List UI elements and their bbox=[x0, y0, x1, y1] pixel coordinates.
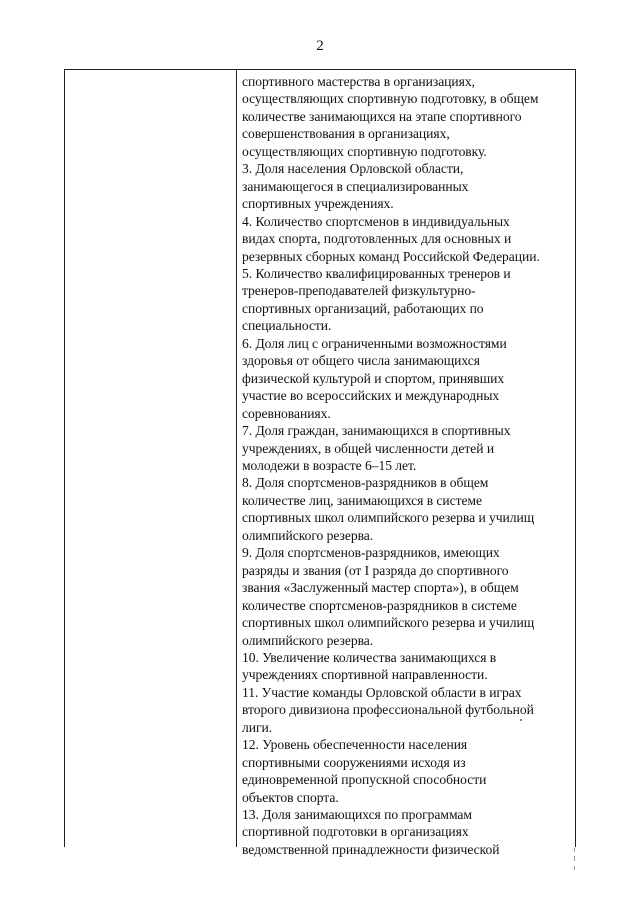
text-line: учреждениях, в общей численности детей и bbox=[242, 440, 495, 456]
text-line: физической культурой и спортом, принявших bbox=[242, 370, 505, 386]
scan-speck bbox=[520, 719, 522, 721]
text-line: объектов спорта. bbox=[242, 789, 339, 805]
scan-edge-mark bbox=[574, 848, 575, 852]
text-line: спортивными сооружениями исходя из bbox=[242, 754, 466, 770]
text-line: молодежи в возрасте 6–15 лет. bbox=[242, 457, 417, 473]
text-line: единовременной пропускной способности bbox=[242, 772, 487, 788]
text-line: резервных сборных команд Российской Федерации. bbox=[242, 248, 540, 264]
table-left-cell bbox=[65, 70, 237, 847]
text-line: соревнованиях. bbox=[242, 405, 331, 421]
text-line: тренеров-преподавателей физкультурно- bbox=[242, 283, 476, 299]
text-line: совершенствования в организациях, bbox=[242, 126, 450, 142]
text-line: здоровья от общего числа занимающихся bbox=[242, 353, 480, 369]
text-line: 8. Доля спортсменов-разрядников в общем bbox=[242, 475, 489, 491]
text-line: олимпийского резерва. bbox=[242, 632, 374, 648]
text-line: лиги. bbox=[242, 719, 273, 735]
text-line: 5. Количество квалифицированных тренеров и bbox=[242, 265, 511, 281]
text-line: 11. Участие команды Орловской области в играх bbox=[242, 684, 522, 700]
text-line: спортивных организаций, работающих по bbox=[242, 300, 484, 316]
text-line: спортивных школ олимпийского резерва и училищ bbox=[242, 510, 535, 526]
text-line: количестве занимающихся на этапе спортивного bbox=[242, 108, 522, 124]
text-line: занимающегося в специализированных bbox=[242, 178, 469, 194]
document-table bbox=[64, 69, 576, 857]
text-line: звания «Заслуженный мастер спорта»), в общем bbox=[242, 580, 519, 596]
text-line: 4. Количество спортсменов в индивидуальных bbox=[242, 213, 510, 229]
scan-edge-mark bbox=[574, 856, 575, 861]
scan-edge-mark bbox=[574, 866, 575, 870]
text-line: спортивной подготовки в организациях bbox=[242, 824, 469, 840]
text-line: 7. Доля граждан, занимающихся в спортивных bbox=[242, 423, 511, 439]
text-line: 6. Доля лиц с ограниченными возможностями bbox=[242, 335, 507, 351]
text-line: 10. Увеличение количества занимающихся в bbox=[242, 649, 497, 665]
text-line: осуществляющих спортивную подготовку, в общем bbox=[242, 91, 539, 107]
text-line: специальности. bbox=[242, 318, 332, 334]
text-line: видах спорта, подготовленных для основных и bbox=[242, 231, 512, 247]
text-line: олимпийского резерва. bbox=[242, 527, 374, 543]
text-line: учреждениях спортивной направленности. bbox=[242, 667, 488, 683]
text-line: второго дивизиона профессиональной футбольной bbox=[242, 702, 534, 718]
text-line: количестве спортсменов-разрядников в системе bbox=[242, 597, 517, 613]
text-line: разряды и звания (от I разряда до спортивного bbox=[242, 562, 509, 578]
text-line: спортивных школ олимпийского резерва и училищ bbox=[242, 615, 535, 631]
text-line: спортивных учреждениях. bbox=[242, 196, 394, 212]
text-line: 9. Доля спортсменов-разрядников, имеющих bbox=[242, 545, 500, 561]
text-line: 13. Доля занимающихся по программам bbox=[242, 807, 472, 823]
text-line: спортивного мастерства в организациях, bbox=[242, 74, 475, 89]
page-number: 2 bbox=[316, 38, 324, 54]
text-line: 3. Доля населения Орловской области, bbox=[242, 161, 464, 177]
text-line: осуществляющих спортивную подготовку. bbox=[242, 143, 487, 159]
text-line: ведомственной принадлежности физической bbox=[242, 841, 500, 857]
text-line: количестве лиц, занимающихся в системе bbox=[242, 492, 483, 508]
table-right-cell bbox=[242, 73, 576, 858]
text-line: 12. Уровень обеспеченности населения bbox=[242, 737, 468, 753]
text-line: участие во всероссийских и международных bbox=[242, 388, 500, 404]
